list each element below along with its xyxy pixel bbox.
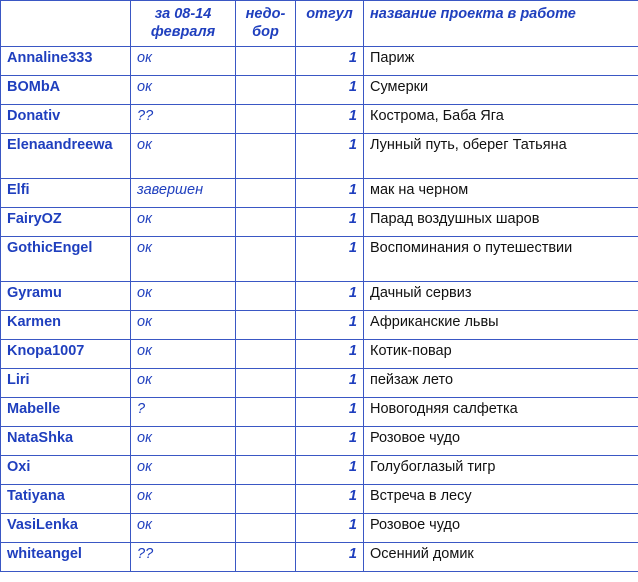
cell-nick: VasiLenka [1, 514, 131, 543]
cell-project: Воспоминания о путешествии [364, 237, 638, 282]
cell-status: завершен [131, 179, 236, 208]
cell-nick: Elenaandreewa [1, 134, 131, 179]
table-row [1, 105, 638, 134]
cell-nick: GothicEngel [1, 237, 131, 282]
cell-status: ок [131, 76, 236, 105]
table-row [1, 179, 638, 208]
header-nick [1, 1, 131, 47]
cell-otgul: 1 [296, 369, 364, 398]
cell-status: ок [131, 134, 236, 179]
cell-otgul: 1 [296, 237, 364, 282]
table-row [1, 456, 638, 485]
cell-otgul: 1 [296, 76, 364, 105]
cell-otgul: 1 [296, 311, 364, 340]
cell-undercount [236, 398, 296, 427]
cell-undercount [236, 134, 296, 179]
cell-undercount [236, 427, 296, 456]
table-row [1, 369, 638, 398]
cell-project: Париж [364, 47, 638, 76]
cell-status: ок [131, 311, 236, 340]
cell-nick: Elfi [1, 179, 131, 208]
cell-project: Парад воздушных шаров [364, 208, 638, 237]
cell-status: ок [131, 485, 236, 514]
cell-status: ок [131, 237, 236, 282]
cell-project: Розовое чудо [364, 427, 638, 456]
cell-status: ? [131, 398, 236, 427]
cell-status: ок [131, 456, 236, 485]
cell-status: ок [131, 208, 236, 237]
cell-undercount [236, 456, 296, 485]
table-row [1, 340, 638, 369]
table-row [1, 134, 638, 179]
cell-status: ок [131, 47, 236, 76]
cell-project: Котик-повар [364, 340, 638, 369]
cell-status: ?? [131, 543, 236, 572]
cell-otgul: 1 [296, 514, 364, 543]
cell-nick: Karmen [1, 311, 131, 340]
table-row [1, 514, 638, 543]
cell-nick: Donativ [1, 105, 131, 134]
cell-otgul: 1 [296, 105, 364, 134]
cell-nick: BOMbA [1, 76, 131, 105]
cell-project: пейзаж лето [364, 369, 638, 398]
cell-otgul: 1 [296, 340, 364, 369]
cell-status: ок [131, 514, 236, 543]
cell-project: Встреча в лесу [364, 485, 638, 514]
cell-project: Лунный путь, оберег Татьяна [364, 134, 638, 179]
cell-otgul: 1 [296, 398, 364, 427]
table-row [1, 398, 638, 427]
cell-undercount [236, 105, 296, 134]
cell-nick: Oxi [1, 456, 131, 485]
cell-project: Дачный сервиз [364, 282, 638, 311]
cell-otgul: 1 [296, 282, 364, 311]
table-row [1, 237, 638, 282]
cell-undercount [236, 369, 296, 398]
cell-nick: whiteangel [1, 543, 131, 572]
cell-status: ок [131, 282, 236, 311]
cell-status: ок [131, 427, 236, 456]
header-otgul: отгул [296, 1, 364, 47]
cell-status: ок [131, 340, 236, 369]
table-header-row [1, 1, 638, 47]
cell-project: Голубоглазый тигр [364, 456, 638, 485]
cell-undercount [236, 237, 296, 282]
header-project: название проекта в работе [364, 1, 638, 47]
cell-undercount [236, 47, 296, 76]
cell-nick: Annaline333 [1, 47, 131, 76]
cell-undercount [236, 485, 296, 514]
cell-nick: FairyOZ [1, 208, 131, 237]
cell-nick: Gyramu [1, 282, 131, 311]
cell-undercount [236, 311, 296, 340]
cell-status: ?? [131, 105, 236, 134]
table-row [1, 543, 638, 572]
cell-undercount [236, 514, 296, 543]
cell-undercount [236, 179, 296, 208]
table-row [1, 208, 638, 237]
cell-undercount [236, 282, 296, 311]
cell-project: Новогодняя салфетка [364, 398, 638, 427]
cell-project: Розовое чудо [364, 514, 638, 543]
table-row [1, 311, 638, 340]
table-row [1, 427, 638, 456]
cell-otgul: 1 [296, 179, 364, 208]
cell-otgul: 1 [296, 208, 364, 237]
cell-status: ок [131, 369, 236, 398]
cell-project: Кострома, Баба Яга [364, 105, 638, 134]
cell-project: Сумерки [364, 76, 638, 105]
table-row [1, 282, 638, 311]
cell-project: Африканские львы [364, 311, 638, 340]
cell-undercount [236, 543, 296, 572]
cell-otgul: 1 [296, 134, 364, 179]
cell-otgul: 1 [296, 47, 364, 76]
cell-undercount [236, 340, 296, 369]
cell-otgul: 1 [296, 485, 364, 514]
cell-otgul: 1 [296, 456, 364, 485]
table-body [1, 1, 638, 572]
header-undercount: недо-бор [236, 1, 296, 47]
cell-nick: Liri [1, 369, 131, 398]
cell-project: мак на черном [364, 179, 638, 208]
cell-nick: Tatiyana [1, 485, 131, 514]
cell-undercount [236, 208, 296, 237]
cell-nick: Mabelle [1, 398, 131, 427]
header-period: за 08-14 февраля [131, 1, 236, 47]
cell-nick: Knopa1007 [1, 340, 131, 369]
cell-undercount [236, 76, 296, 105]
cell-project: Осенний домик [364, 543, 638, 572]
table-row [1, 485, 638, 514]
cell-otgul: 1 [296, 427, 364, 456]
table-row [1, 76, 638, 105]
cell-nick: NataShka [1, 427, 131, 456]
cell-otgul: 1 [296, 543, 364, 572]
table-row [1, 47, 638, 76]
